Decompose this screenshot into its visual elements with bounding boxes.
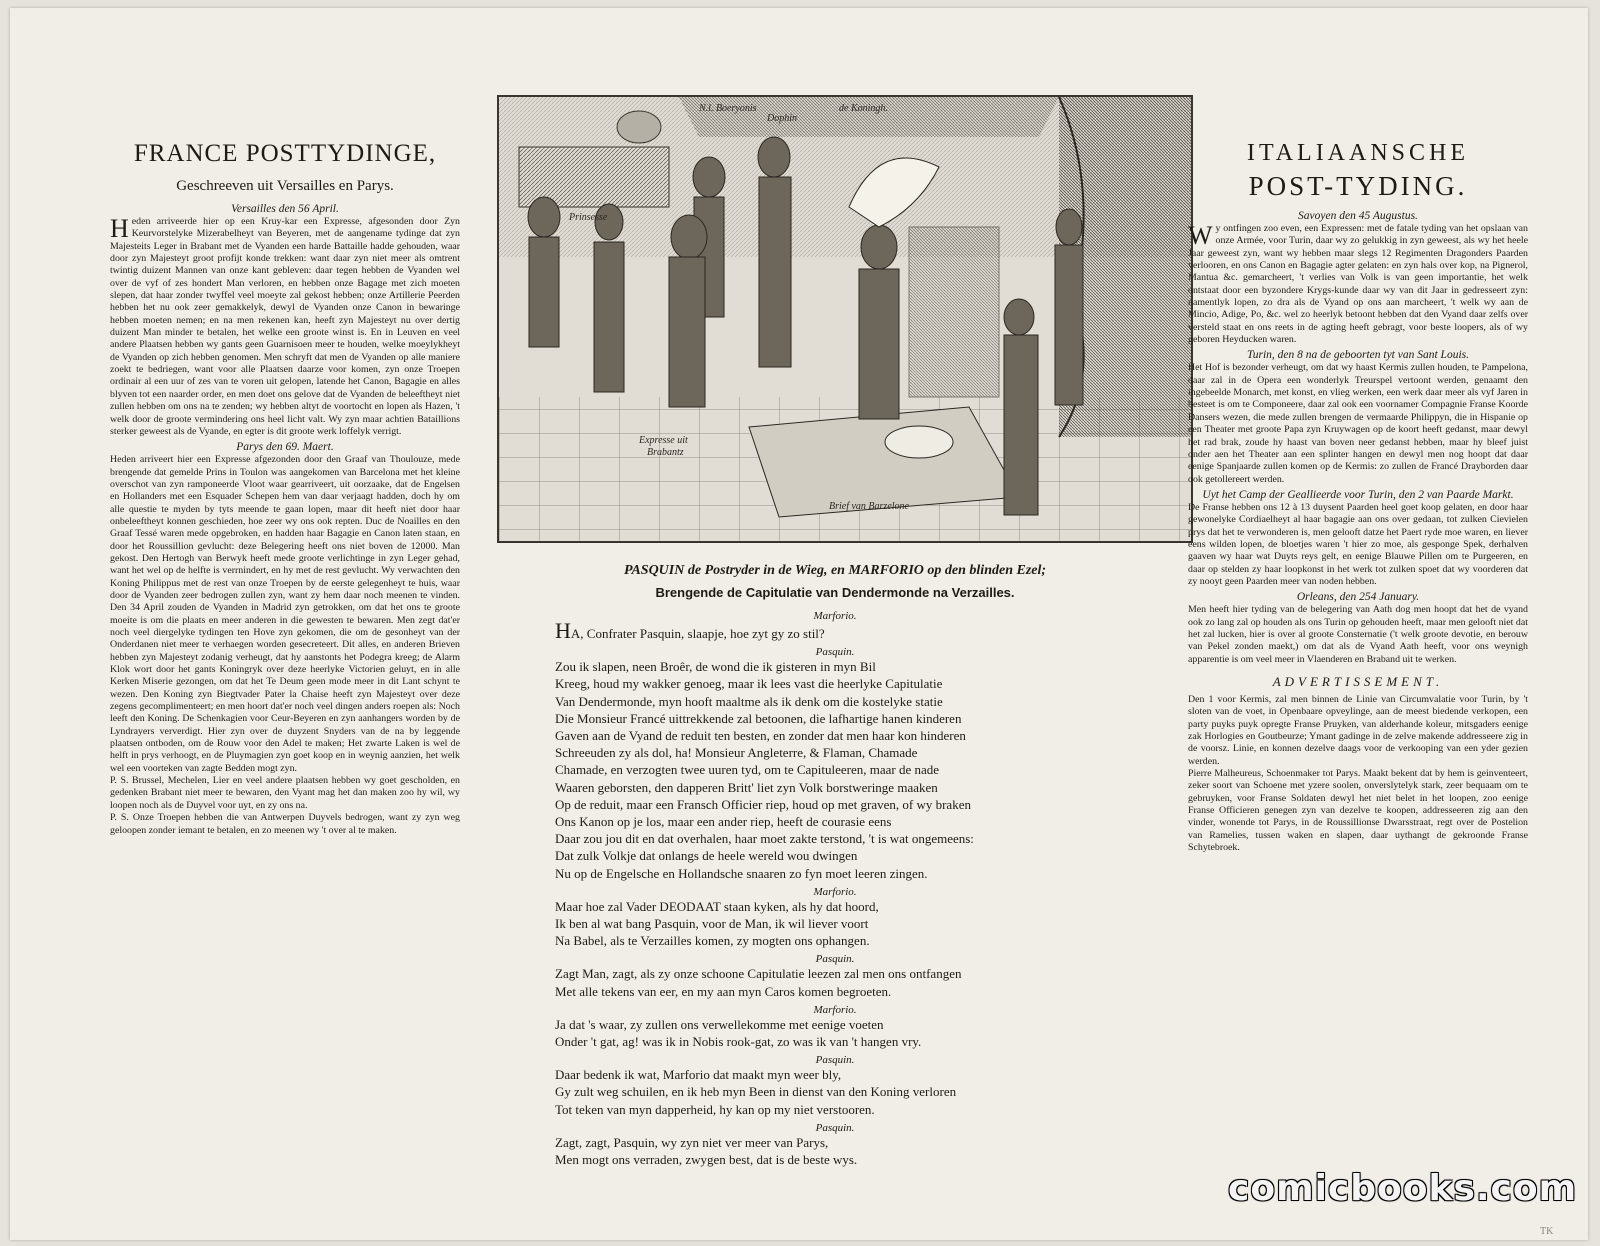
corner-mark: TK: [1540, 1226, 1554, 1237]
engraving-scene: [499, 97, 1191, 541]
article-orleans: Men heeft hier tyding van de belegering van Aath dog men hoopt dat het de vyand ook zo lang zal op houden als ons Turin op gehouden heeft, maar men gelooft niet dat het zal lucken, hier is over al groote Consternatie ('t welk groote devotie, en berouw van Pekel zonden maekt,) om dat als de Vyand Aath heeft, voor ons weynigh apparentie is om veel meer in Vlaenderen en Braband uit te werken.: [1188, 604, 1528, 665]
advertisement-kermis: Den 1 voor Kermis, zal men binnen de Linie van Circumvalatie voor Turin, by 't sloten van de voet, in Openbaare opveylinge, aan de meest biedende verkopen, een party puyks puyk opregte Franse Pruyken, van alderhande koleur, mitsgaders eenige zak Horlogies en Goutbeurze; Ymant gadinge in de zelve makende addresseere zig in de voorsz. Linie, en konnen dezelve daags voor de verkooping van een yder gezien werden.: [1188, 694, 1528, 767]
italian-post-column: [1188, 140, 1528, 854]
label-dophin: Dophin: [767, 113, 797, 124]
verse-line: Van Dendermonde, myn hooft maaltme als ik denk om die kostelyke statie: [555, 693, 943, 709]
verse-line: Die Monsieur Francé uittrekkende zal betoonen, die lafhartige hanen kinderen: [555, 710, 962, 726]
article-savoyen-text: y ontfingen zoo even, een Expressen: met de fatale tyding van het opslaan van onze Armée, voor Turin, daar wy zo gelukkig in zyn geweest, als wy het heele Jaar geweest zyn, want wy hebben maar slegs 12 Regimenten Dragonders Paarden verlooren, en ons Canon en Bagagie agter gelaten: en zyn hals over kop, na Pignerol, Mantua &c. gemarcheert, 't verlies van Volk is van geen importantie, het welk ontstaat door een byzondere Krygs-kunde daar wy van dit Jaar in gedresseert zyn: namentlyk lopen, zo dra als de Vyand op ons aan marcheert, 't welk wy aan de Mincio, Adige, Po, &c. wel zo heerlyk betoont hebben dat den Vyand daar zelfs over versteld staat en ons reets in de agting heeft gebragt, voor beste loopers, als of wy geboren Heyducken waren.: [1188, 223, 1528, 346]
verse-line: Daar zou jou dit en dat overhalen, haar moet zakte terstond, 't is wat ongemeens:: [555, 831, 974, 847]
verse-line: Ik ben al wat bang Pasquin, voor de Man, ik wil liever voort: [555, 916, 869, 932]
stanza-5: [555, 1016, 1115, 1050]
advertisement-title: ADVERTISSEMENT.: [1272, 674, 1444, 689]
italian-title-line2: POST-TYDING.: [1248, 171, 1468, 201]
verse-line: Op de reduit, maar een Fransch Officier riep, houd op met graven, of wy braken: [555, 796, 971, 812]
france-post-column: [110, 140, 460, 837]
article-versailles: [110, 216, 460, 438]
article-turin: Het Hof is bezonder verheugt, om dat wy haast Kermis zullen houden, te Pampelona, daar zal in de Opera een wonderlyk Treurspel vertoont werden, genaamt den ingebeelde Monarch, met konst, en vlieg werken, een werk daar meer als vyf Jaren in besteet is om te Componeere, daar zal ook een voornamer Compagnie Franse Koorde Dansers wezen, die mede zullen brengen de vermaarde Philippyn, die in Hispanie op een Theater met groote Papa zyn Kruywagen op de koort heeft gedanst, maar dewyl het rad brak, zoude hy haast van boven neer gedanst hebben, maar hy bleef juist onder aen het Theater aan een splinter hangen en dewyl men nog hoopt dat daar eenige Spanjaarde zullen komen op de Kermis: zo zullen de Francé Drayborden daar ook getollereert werden.: [1188, 362, 1528, 485]
verse-line: Men mogt ons verraden, zwygen best, dat is de beste wys.: [555, 1152, 858, 1168]
drop-cap: H: [110, 214, 129, 243]
article-savoyen: [1188, 223, 1528, 346]
dateline-turin: Turin, den 8 na de geboorten tyt van Sant Louis.: [1246, 349, 1469, 362]
watermark: comicbooks.com: [1228, 1168, 1578, 1209]
speaker-pasquin: Pasquin.: [815, 1054, 855, 1067]
label-koningh: de Koningh.: [839, 103, 888, 114]
stanza-7: [555, 1134, 1115, 1168]
verse-line: Waaren geborsten, den dapperen Britt' liet zyn Volk borstweringe maaken: [555, 779, 938, 795]
france-subtitle: Geschreeven uit Versailles en Parys.: [176, 178, 394, 194]
label-brief-barzelone: Brief van Barzelone: [829, 501, 909, 512]
verse-line: Na Babel, als te Verzailles komen, zy mogten ons ophangen.: [555, 933, 870, 949]
italian-title-line1: ITALIAANSCHE: [1246, 140, 1470, 166]
verse-line: Gaven aan de Vyand de reduit ten besten, en zonder dat men haar kon hinderen: [555, 728, 966, 744]
postscript-2: P. S. Onze Troepen hebben die van Antwerpen Duyvels bedrogen, want zy zyn weg geloopen zonder iemant te betalen, en zo meenen wy 't over al te maken.: [110, 812, 460, 836]
poem-title: PASQUIN de Postryder in de Wieg, en MARFORIO op den blinden Ezel;: [623, 563, 1047, 578]
dateline-savoyen: Savoyen den 45 Augustus.: [1298, 210, 1418, 222]
verse-line: Chamade, en verzogten twee uuren tyd, om te Capituleeren, maar de nade: [555, 762, 940, 778]
france-title: FRANCE POSTTYDINGE,: [133, 140, 437, 167]
stanza-1: [555, 618, 1115, 643]
article-parys: Heden arriveert hier een Expresse afgezonden door den Graaf van Thoulouze, mede brengende dat gemelde Prins in Toulon was aangekomen van Barcelona met het kleine overschot van zyn ramponeerde Vloot waar gearriveert, uit oorzaake, dat de Engelsen en Hollanders met een Esquader Schepen hem van daar verjaagt hadden, doch hy om alle questie te myden by tyts meende te gaan lopen, maar dit heeft niet door haar onbeleeftheyt konnen geschieden, hoe zeer wy ons ook repten. Duc de Noailles en den Graaf Tessé waren mede opgebroken, en hadden haar Bagagie en Canon laten staan, en door het Roussillion gevlucht: deze Belegering heeft ons niet boven de 12000. Man gekost. Den Hertogh van Berwyk heeft mede groote verlichtinge in zyn Leger gehad, want het wel op de helfte is verrnindert, en hy met de rest gevlucht. Wy verwachten den Koning Philippus met de rest van onze Troepen by de eerste gelegenheyt te huis, waar door de Vyanden zeer bedrogen zullen zyn, want zy hem daar noch meenen te vinden. Den 34 April zouden de Vyanden in Madrid zyn getrokken, om dat het ons te groote moeite is om die plaats en meer anderen in die gewesten te bewaren. Men zegt dat'er noch veel diergelyke tydingen ten Hove zyn gekomen, die om de gesonheyt van der Onderdanen niet meer te verhaegen worden gesecreteert. Dit alles, en anderen Brieven hebben zyn Majesteyt zodanig verheugt, dat hy aanstonts het Podegra kreeg; de Alarm Klok wort door het gants Koningryk over deze heerlyke Victorien geluyt, en in alle Kerken Miserie gezongen, om dat het Te Deum geen mode meer in dit Lant schynt te wezen. Den Koning zyn Biegtvader Pater la Chaise heeft zyn Majesteyt over deze zegens gecomplimenteert; en men hoort dat'er noch veel dingen anders roepen als: Noch leeft den Koning. De Schenkagien voor Ceur-Beyeren en zyn aanhangers worden by de Lyndrayers ververdigt. Hier zyn over de duyzent Snyders van de na by leggende plaatsen ontboden, om de Rouw voor den Adel te maken; Het zwarte Laken is wel de helft in prys verhoogt, en de Pluymagien zyn goet koop en in weynig aanzien, het welk wel een voorteken van zagte Bedden mogt zyn.: [110, 454, 460, 774]
verse-line: Met alle tekens van eer, en my aan myn Caros komen begroeten.: [555, 983, 892, 999]
verse-line: Zou ik slapen, neen Broêr, de wond die ik gisteren in myn Bil: [555, 659, 876, 675]
dateline-camp: Uyt het Camp der Geallieerde voor Turin, den 2 van Paarde Markt.: [1202, 488, 1514, 501]
stanza-6: [555, 1066, 1115, 1118]
verse-line: Dat zulk Volkje dat onlangs de heele wereld wou dwingen: [555, 848, 858, 864]
verse-text: A, Confrater Pasquin, slaapje, hoe zyt gy zo stil?: [570, 626, 825, 641]
poem-subtitle: Brengende de Capitulatie van Dendermonde na Verzailles.: [655, 585, 1015, 600]
advertisement-schoenmaker: Pierre Malheureus, Schoenmaker tot Parys. Maakt bekent dat by hem is geinventeert, zeker soort van Schoene met yzere soolen, onverslytelyk stark, zeer bequaam om te gebruyken, voor Franse Soldaten dewyl het niet belet in het loopen, zoo eenige Franse Officieren genegen zyn van dezelve te koopen, addresseeren zig aan den vinder, wonende tot Parys, in de Roussillionse Dwarsstraat, regt over de Postelion van Ramelies, tussen waken en slapen, daar uythangt de gekroonde Franse Schytebroek.: [1188, 768, 1528, 854]
label-prinsesse: Prinsesse: [569, 212, 608, 223]
verse-line: Ja dat 's waar, zy zullen ons verwellekomme met eenige voeten: [555, 1016, 884, 1032]
speaker-marforio: Marforio.: [813, 610, 857, 622]
verse-line: [555, 618, 1115, 643]
verse-line: Zagt Man, zagt, als zy onze schoone Capitulatie leezen zal men ons ontfangen: [555, 966, 962, 982]
verse-line: Ons Kanon op je los, maar een ander riep, heeft de courasie eens: [555, 814, 892, 830]
verse-line: Nu op de Engelsche en Hollandsche snaaren zo fyn moet leeren zingen.: [555, 865, 928, 881]
engraving-illustration: [497, 95, 1193, 543]
dateline-parys: Parys den 69. Maert.: [236, 441, 334, 454]
dateline-versailles: Versailles den 56 April.: [231, 203, 339, 215]
verse-line: Onder 't gat, ag! was ik in Nobis rook-gat, zo was ik van 't hangen vry.: [555, 1034, 922, 1050]
speaker-marforio: Marforio.: [813, 1003, 857, 1016]
speaker-marforio: Marforio.: [813, 885, 857, 898]
verse-line: Gy zult weg schuilen, en ik heb myn Been in dienst van den Koning verloren: [555, 1084, 957, 1100]
stanza-2: [555, 658, 1115, 882]
dateline-orleans: Orleans, den 254 January.: [1296, 591, 1420, 604]
speaker-pasquin: Pasquin.: [815, 953, 855, 966]
drop-cap: H: [555, 618, 571, 643]
speaker-pasquin: Pasquin.: [815, 1121, 855, 1134]
article-versailles-text: eden arriveerde hier op een Kruy-kar een Expresse, afgesonden door Zyn Keurvorstelyke Mizerabelheyt van Beyeren, met de aangename tydinge dat zyn Majesteits Leger in Brabant met de Vyanden een harde Battaille hadde gehouden, waar door zyn Majesteyt groot profijt konde trekken: want daar zyn niet meer als omtrent twintig duizent Mannen van onze kant gebleven: daar tegen hebben de Vyanden wel over de vyf of zes hondert Man verloren, en hebben onze Bagage met zich moeten slepen, dat haar zonder twyffel veel moeyte zal gekost hebben; onze Artillerie Peerden hebben het nu ook zeer gemakkelyk, dewyl de Vyanden onze Canon in bewaringe hebben moeten nemen; en na men rekenen kan, heeft zyn Majesteyt nu over dertig duizent Man minder te betalen, het welke een groote winst is. En in Leuven en veel andere Plaatsen hebben wy gants geen Guarnisoen meer te houden, welke moeylykheyt de Vyanden op zich hebben genomen. Men schryft dat men de Vyanden op alle maniere zoekt te bedriegen, want voor alle Plaatsen daarze voor komen, zyn onze Troepen ordinair al een uur of zes van te voren uit gelopen, latende het Canon, Bagagie en alles blyven tot een naarder order, en men doet ons gelove dat de Vyanden de beleeftheyt niet zullen hebben om ons na te zenden; wy hebben altyt de voortocht en lopen als Hazen, 't welk door de groote vermindering ons heel licht valt. Wy zyn maar achtien Bataillions sterker geweest als de Vyande, en egter is dit groote werk loffelyk verrigt.: [110, 216, 460, 437]
speaker-pasquin: Pasquin.: [815, 646, 855, 659]
postscript-1: P. S. Brussel, Mechelen, Lier en veel andere plaatsen hebben wy goet gescholden, en gedenken Brabant niet meer te bewaren, den Vyant mag het dan maken zoo hy wil, wy loopen noch als de Duyvel voor uyt, en zy ons na.: [110, 775, 460, 811]
verse-line: Tot teken van myn dapperheid, hy kan op my niet verstooren.: [555, 1101, 875, 1117]
verse-line: Zagt, zagt, Pasquin, wy zyn niet ver meer van Parys,: [555, 1134, 829, 1150]
stanza-4: [555, 965, 1115, 999]
stanza-3: [555, 898, 1115, 950]
label-boeryonis: N.l. Boeryonis: [699, 103, 757, 114]
label-expresse-uit: Expresse uit: [639, 435, 688, 446]
verse-line: Maar hoe zal Vader DEODAAT staan kyken, als hy dat hoord,: [555, 898, 879, 914]
label-brabantz: Brabantz: [647, 447, 684, 458]
verse-line: Daar bedenk ik wat, Marforio dat maakt myn weer bly,: [555, 1067, 842, 1083]
verse-line: Kreeg, houd my wakker genoeg, maar ik lees vast die heerlyke Capitulatie: [555, 676, 943, 692]
article-camp: De Franse hebben ons 12 à 13 duysent Paarden heel goet koop gelaten, en door haar gewonelyke Cordiaelheyt al haar bagagie aan ons over gedaan, tot zulken Cievielen prys dat het te verwonderen is, men gelooft datze het Paert ryde moe waren, en liever eens wilden lopen, de bloetjes waren 't hier zo moe, als gesponge Spek, derhalven gaaven wy haar wat Duyts reys gelt, en eenige Blauwe Pillen om te Purgeeren, en daar op stelden zy haar loopkonst in het werk tot zulken spoet dat wy voorderen dat zy nooyt geen Paarden meer van noden hebben.: [1188, 501, 1528, 587]
verse-line: Schreeuden zy als dol, ha! Monsieur Angleterre, & Flaman, Chamade: [555, 745, 918, 761]
pasquin-marforio-poem: [555, 563, 1115, 1172]
drop-cap: W: [1188, 221, 1213, 250]
